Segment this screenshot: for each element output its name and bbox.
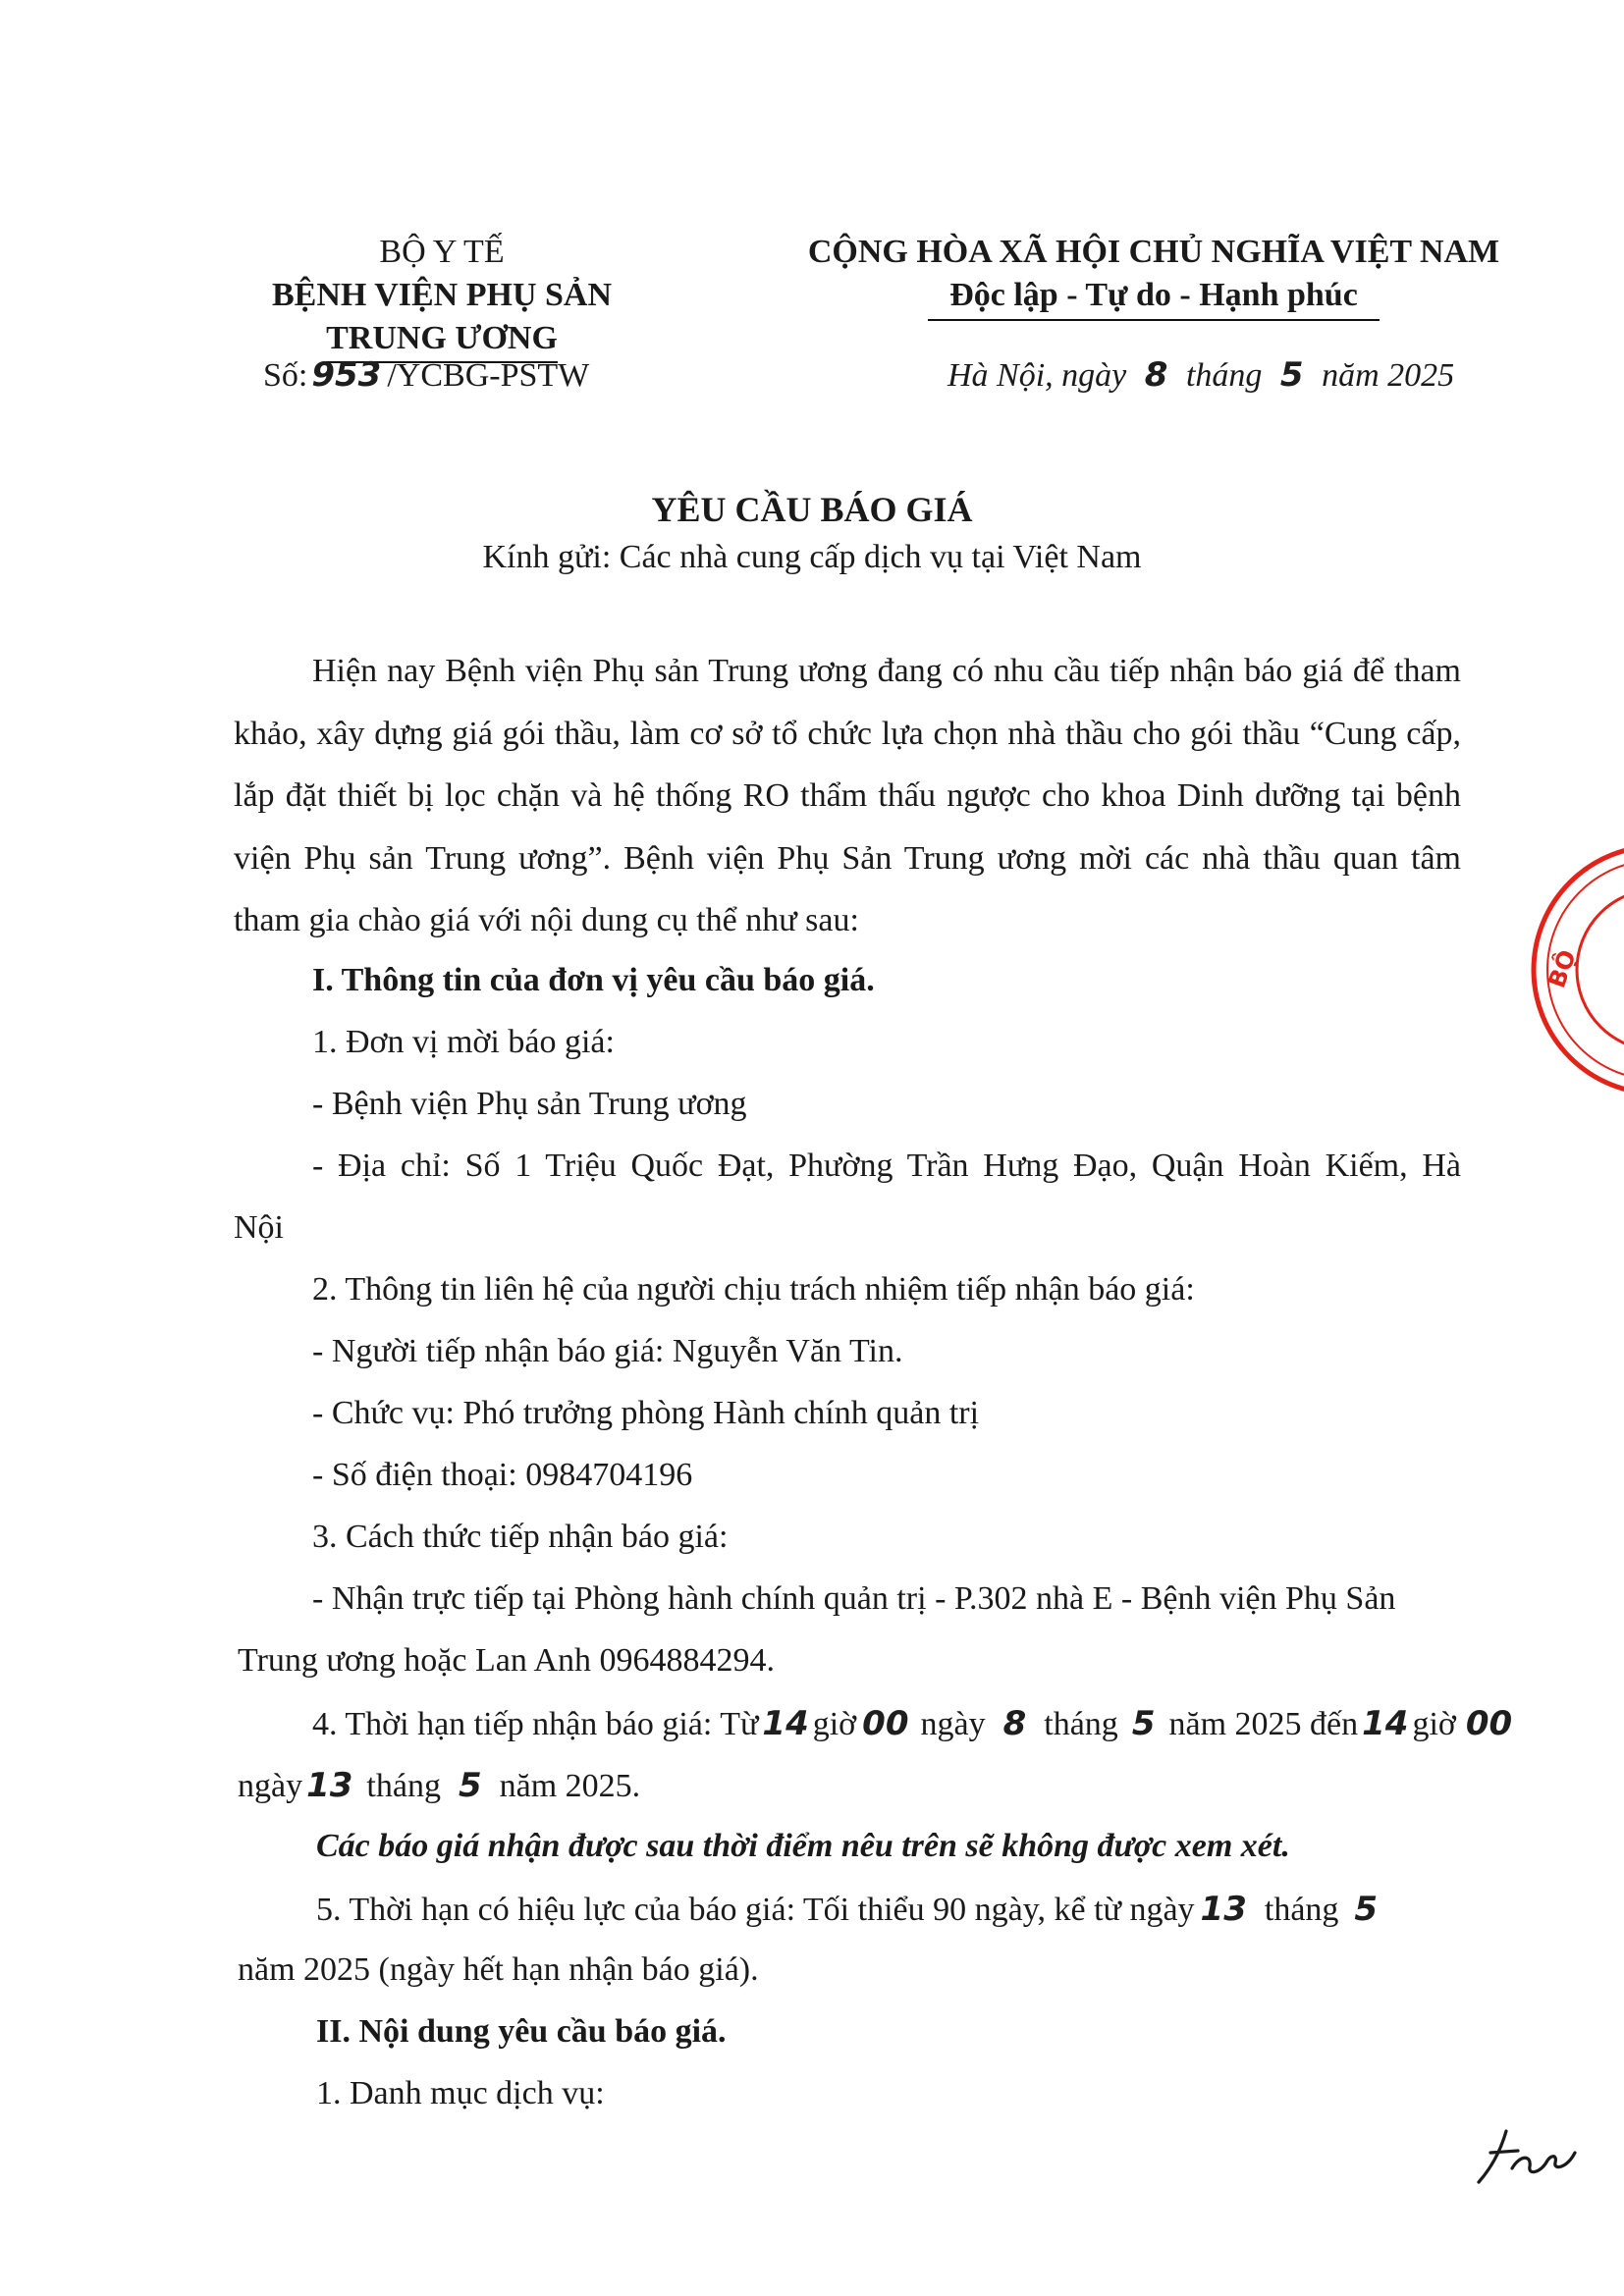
document-number bbox=[263, 355, 589, 395]
end-minute-handwritten: 00 bbox=[1465, 1704, 1513, 1743]
doc-number-handwritten: 953 bbox=[311, 355, 382, 395]
signature-initials bbox=[1473, 2125, 1581, 2194]
date-day-handwritten: 8 bbox=[1144, 355, 1168, 395]
section-1-item-1: 1. Đơn vị mời báo giá: bbox=[312, 1024, 615, 1060]
national-header bbox=[776, 231, 1532, 321]
start-hour-handwritten: 14 bbox=[762, 1704, 809, 1743]
section-1-item-4-line-1 bbox=[312, 1704, 1512, 1743]
method-line-2: Trung ương hoặc Lan Anh 0964884294. bbox=[238, 1642, 776, 1679]
receiver-position: - Chức vụ: Phó trưởng phòng Hành chính quản trị bbox=[312, 1395, 980, 1431]
item4-text-6: giờ bbox=[1412, 1706, 1456, 1742]
country-name: CỘNG HÒA XÃ HỘI CHỦ NGHĨA VIỆT NAM bbox=[807, 234, 1500, 270]
end-hour-handwritten: 14 bbox=[1362, 1704, 1409, 1743]
section-2-heading: II. Nội dung yêu cầu báo giá. bbox=[316, 2013, 727, 2050]
validity-day-handwritten: 13 bbox=[1200, 1890, 1247, 1929]
date-prefix: Hà Nội, ngày bbox=[947, 357, 1127, 394]
item4-text-3: ngày bbox=[920, 1706, 986, 1742]
ministry-name: BỘ Y TẾ bbox=[379, 234, 505, 270]
hospital-name-line2: TRUNG ƯƠNG bbox=[326, 317, 558, 363]
item5-text-1: 5. Thời hạn có hiệu lực của báo giá: Tối thiểu 90 ngày, kể từ ngày bbox=[316, 1892, 1195, 1928]
national-motto: Độc lập - Tự do - Hạnh phúc bbox=[928, 274, 1380, 321]
method-line-1: - Nhận trực tiếp tại Phòng hành chính quản trị - P.302 nhà E - Bệnh viện Phụ Sản bbox=[312, 1580, 1396, 1617]
agency-header bbox=[226, 231, 658, 363]
end-day-handwritten: 13 bbox=[306, 1766, 353, 1805]
section-1-item-4-line-2 bbox=[238, 1766, 640, 1805]
address-line-2: Nội bbox=[234, 1209, 284, 1246]
item4-text-4: tháng bbox=[1044, 1706, 1118, 1742]
start-month-handwritten: 5 bbox=[1131, 1704, 1156, 1743]
issue-date bbox=[947, 355, 1454, 395]
date-year: năm 2025 bbox=[1322, 357, 1455, 394]
document-title: YÊU CẦU BÁO GIÁ bbox=[651, 490, 973, 529]
validity-month-handwritten: 5 bbox=[1354, 1890, 1379, 1929]
section-1-item-5-line-1 bbox=[316, 1890, 1378, 1929]
item4-text-5: năm 2025 đến bbox=[1168, 1706, 1359, 1742]
section-2-item-1: 1. Danh mục dịch vụ: bbox=[316, 2075, 605, 2111]
motto-wrap bbox=[776, 274, 1532, 321]
doc-number-label: Số: bbox=[263, 357, 308, 394]
address-line-1: - Địa chỉ: Số 1 Triệu Quốc Đạt, Phường Trần Hưng Đạo, Quận Hoàn Kiếm, Hà bbox=[312, 1148, 1461, 1184]
item4-text-1: 4. Thời hạn tiếp nhận báo giá: Từ bbox=[312, 1706, 759, 1742]
doc-number-suffix: /YCBG-PSTW bbox=[387, 357, 590, 394]
item4-text-7: ngày bbox=[238, 1768, 303, 1804]
section-1-item-2: 2. Thông tin liên hệ của người chịu trách nhiệm tiếp nhận báo giá: bbox=[312, 1271, 1195, 1308]
unit-name: - Bệnh viện Phụ sản Trung ương bbox=[312, 1086, 747, 1122]
late-notice: Các báo giá nhận được sau thời điểm nêu trên sẽ không được xem xét. bbox=[316, 1828, 1290, 1864]
salutation: Kính gửi: Các nhà cung cấp dịch vụ tại Việt Nam bbox=[482, 539, 1142, 575]
section-1-heading: I. Thông tin của đơn vị yêu cầu báo giá. bbox=[312, 962, 875, 998]
intro-paragraph: Hiện nay Bệnh viện Phụ sản Trung ương đang có nhu cầu tiếp nhận báo giá để tham khảo, xây dựng giá gói thầu, làm cơ sở tổ chức lựa chọn nhà thầu cho gói thầu “Cung cấp, lắp đặt thiết bị lọc chặn và hệ thống RO thẩm thấu ngược cho khoa Dinh dưỡng tại bệnh viện Phụ sản Trung ương”. Bệnh viện Phụ Sản Trung ương mời các nhà thầu quan tâm tham gia chào giá với nội dung cụ thể như sau: bbox=[234, 653, 1461, 938]
receiver-name: - Người tiếp nhận báo giá: Nguyễn Văn Tin. bbox=[312, 1333, 903, 1369]
stamp-text: BỘ bbox=[1543, 946, 1582, 992]
hospital-name-line1: BỆNH VIỆN PHỤ SẢN bbox=[271, 277, 613, 313]
start-day-handwritten: 8 bbox=[1002, 1704, 1027, 1743]
end-month-handwritten: 5 bbox=[458, 1766, 482, 1805]
item5-text-2: tháng bbox=[1264, 1892, 1339, 1928]
section-1-item-5-line-2: năm 2025 (ngày hết hạn nhận báo giá). bbox=[238, 1951, 759, 1988]
receiver-phone: - Số điện thoại: 0984704196 bbox=[312, 1457, 693, 1493]
section-1-item-3: 3. Cách thức tiếp nhận báo giá: bbox=[312, 1519, 729, 1555]
date-month-handwritten: 5 bbox=[1279, 355, 1304, 395]
start-minute-handwritten: 00 bbox=[862, 1704, 909, 1743]
item4-text-2: giờ bbox=[812, 1706, 857, 1742]
item4-text-8: tháng bbox=[366, 1768, 441, 1804]
item4-text-9: năm 2025. bbox=[499, 1768, 641, 1804]
date-month-label: tháng bbox=[1185, 357, 1263, 394]
official-stamp bbox=[1530, 842, 1624, 1097]
